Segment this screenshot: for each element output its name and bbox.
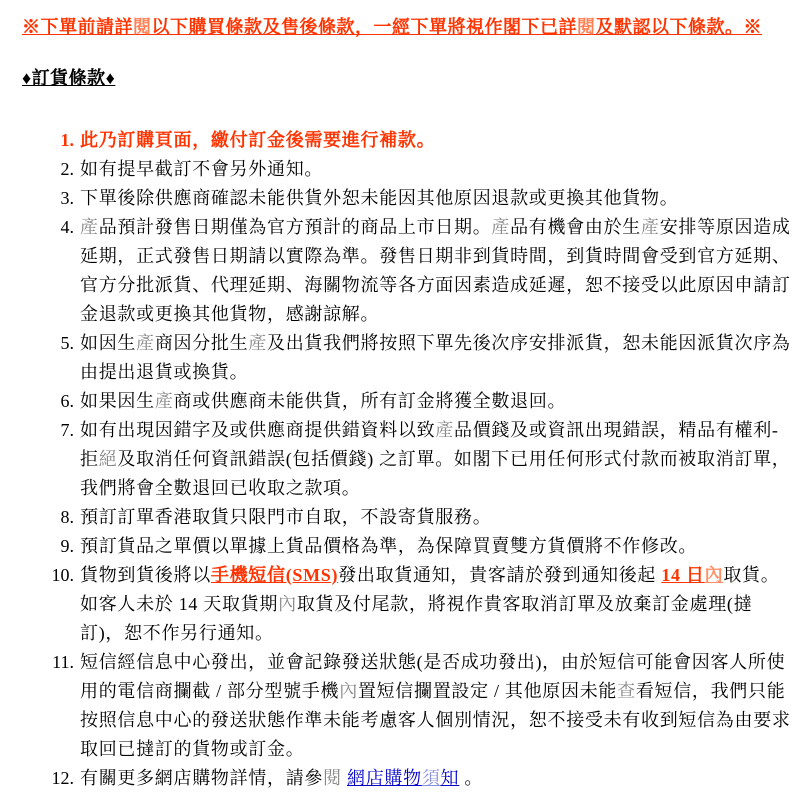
text-run: 產 bbox=[136, 333, 155, 353]
text-run: 產 bbox=[80, 217, 99, 237]
text-run: 預訂訂單香港取貨只限門市自取，不設寄貨服務。 bbox=[80, 507, 492, 527]
text-run: 下單後除供應商確認未能供貨外恕未能因其他原因退款或更換其他貨物。 bbox=[80, 188, 679, 208]
text-run: 此乃訂購頁面，繳付訂金後需要進行補款。 bbox=[80, 130, 436, 150]
text-run: 產 bbox=[154, 391, 174, 411]
item-number: 10. bbox=[51, 565, 74, 585]
text-run: 及出貨我們將按照下單先後次序安排派貨，恕未能因派貨次序為由提出退貨或換貨。 bbox=[80, 333, 791, 382]
text-run: 閱 bbox=[133, 17, 152, 37]
text-run: 產 bbox=[435, 420, 455, 440]
text-run: 產 bbox=[248, 333, 268, 353]
terms-list bbox=[22, 126, 791, 793]
text-run: 取貨。如客人未於 14 天取貨期 bbox=[80, 565, 780, 614]
purchase-terms-notice bbox=[22, 12, 791, 42]
text-run: 絕 bbox=[98, 449, 118, 469]
term-item bbox=[22, 561, 791, 648]
item-number: 8. bbox=[60, 507, 74, 527]
item-number: 5. bbox=[60, 333, 74, 353]
term-item bbox=[22, 329, 791, 387]
text-run: 如果因生 bbox=[80, 391, 155, 411]
order-terms-heading: ♦訂貨條款♦ bbox=[22, 68, 116, 88]
term-item bbox=[22, 416, 791, 503]
shop-notice-link[interactable]: 須 bbox=[421, 768, 441, 788]
text-run: 如因生 bbox=[80, 333, 137, 353]
item-number: 3. bbox=[60, 188, 74, 208]
text-run: 內 bbox=[704, 565, 724, 585]
text-run: 14 日 bbox=[661, 565, 705, 585]
item-number: 12. bbox=[51, 768, 74, 788]
text-run: 安排等原因造成延期，正式發售日期請以實際為準。發售日期非到貨時間，到貨時間會受到官方延期、官方分批派貨、代理延期、海關物流等各方面因素造成延遲，恕不接受以此原因申請訂金退款或更換其他貨物，感謝諒解。 bbox=[80, 217, 791, 324]
term-item bbox=[22, 503, 791, 532]
text-run: 及默認以下條款。※ bbox=[595, 17, 762, 37]
term-item bbox=[22, 126, 791, 155]
text-run: 品價錢及或資訊出現錯誤，精品有權利-拒 bbox=[80, 420, 779, 469]
text-run: 如有提早截訂不會另外通知。 bbox=[80, 159, 324, 179]
text-run: 及取消任何資訊錯誤(包括價錢) 之訂單。如閣下已用任何形式付款而被取消訂單，我們將會全數退回已收取之款項。 bbox=[80, 449, 791, 498]
term-item bbox=[22, 648, 791, 764]
item-number: 7. bbox=[60, 420, 74, 440]
text-run: 商或供應商未能供貨，所有訂金將獲全數退回。 bbox=[173, 391, 567, 411]
term-item bbox=[22, 532, 791, 561]
text-run: 商因分批生 bbox=[154, 333, 249, 353]
text-run: 閱 bbox=[577, 17, 596, 37]
term-item bbox=[22, 213, 791, 329]
term-item bbox=[22, 155, 791, 184]
item-number: 9. bbox=[60, 536, 74, 556]
text-run: 內 bbox=[278, 594, 297, 614]
text-run: 看短信，我們只能按照信息中心的發送狀態作準未能考慮客人個別情況，恕不接受未有收到短信為由要求取回已撻訂的貨物或訂金。 bbox=[80, 681, 791, 759]
text-run: 內 bbox=[339, 681, 358, 701]
text-run: 取貨及付尾款，將視作貴客取消訂單及放棄訂金處理(撻訂)，恕不作另行通知。 bbox=[80, 594, 753, 643]
text-run: 品預計發售日期僅為官方預計的商品上市日期。 bbox=[98, 217, 492, 237]
text-run: 手機短信(SMS) bbox=[210, 565, 339, 585]
text-run: 以下購買條款及售後條款，一經下單將視作閣下已詳 bbox=[151, 17, 577, 37]
shop-notice-link[interactable]: 知 bbox=[440, 768, 460, 788]
text-run: 閱 bbox=[323, 768, 342, 788]
text-run: 置短信攔置設定 / 其他原因未能 bbox=[357, 681, 618, 701]
text-run: 。 bbox=[459, 768, 484, 788]
text-run: ※下單前請詳 bbox=[22, 17, 133, 37]
text-run: 如有出現因錯字及或供應商提供錯資料以致 bbox=[80, 420, 436, 440]
shop-notice-link[interactable]: 網店購物 bbox=[347, 768, 422, 788]
item-number: 2. bbox=[60, 159, 74, 179]
term-item bbox=[22, 764, 791, 793]
text-run: 有關更多網店購物詳情，請參 bbox=[80, 768, 324, 788]
text-run: 查 bbox=[617, 681, 636, 701]
text-run: 短信經信息中心發出，並會記錄發送狀態(是否成功發出)，由於短信可能會因客人所使用的電信商攔截 / 部分型號手機 bbox=[80, 652, 786, 701]
term-item bbox=[22, 387, 791, 416]
text-run: 產 bbox=[641, 217, 660, 237]
text-run: 產 bbox=[491, 217, 511, 237]
text-run: 品有機會由於生 bbox=[510, 217, 642, 237]
item-number: 4. bbox=[60, 217, 74, 237]
text-run: 貨物到貨後將以 bbox=[80, 565, 211, 585]
term-item bbox=[22, 184, 791, 213]
item-number: 11. bbox=[52, 652, 74, 672]
text-run: 預訂貨品之單價以單據上貨品價格為準，為保障買賣雙方貨價將不作修改。 bbox=[80, 536, 698, 556]
text-run: 發出取貨通知，貴客請於發到通知後起 bbox=[338, 565, 662, 585]
item-number: 1. bbox=[60, 130, 74, 150]
item-number: 6. bbox=[60, 391, 74, 411]
